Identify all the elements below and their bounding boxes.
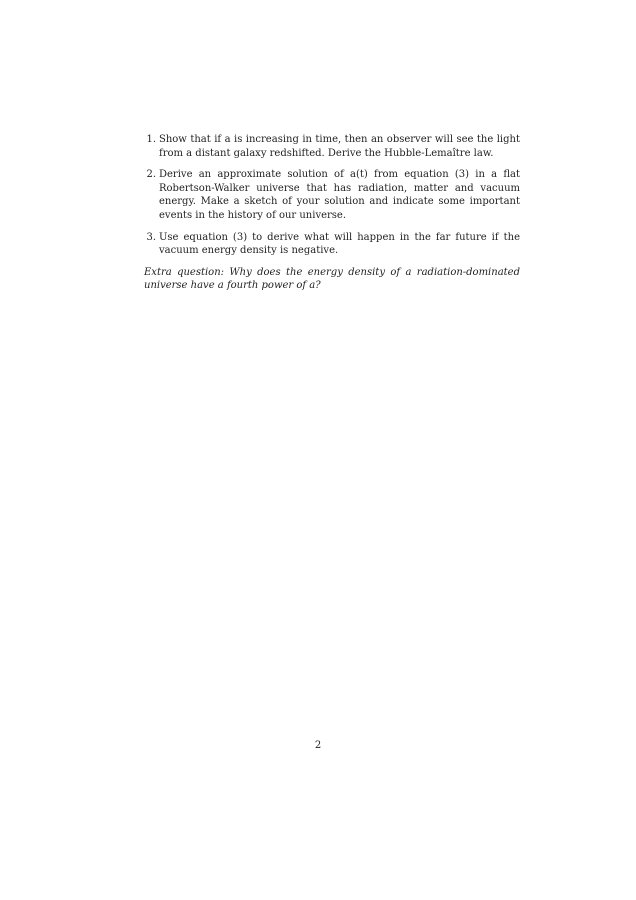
question-list <box>144 133 520 258</box>
question-text: Use equation (3) to derive what will happen in the far future if the vacuum energy density is negative. <box>159 231 520 257</box>
page-number: 2 <box>314 740 322 751</box>
extra-question: Extra question: Why does the energy density of a radiation-dominated universe have a fourth power of a? <box>144 266 520 292</box>
question-item <box>144 168 520 222</box>
question-text: Show that if a is increasing in time, then an observer will see the light from a distant galaxy redshifted. Derive the Hubble-Lemaître law. <box>159 134 520 159</box>
question-number: 1. <box>146 134 156 145</box>
page-content <box>144 133 520 303</box>
question-text: Derive an approximate solution of a(t) from equation (3) in a flat Robertson-Walker universe that has radiation, matter and vacuum energy. Make a sketch of your solution and indicate some important events in the history of our universe. <box>159 169 520 221</box>
question-item <box>144 231 520 258</box>
question-number: 3. <box>146 231 156 243</box>
question-number: 2. <box>146 169 156 181</box>
question-item <box>144 133 520 160</box>
